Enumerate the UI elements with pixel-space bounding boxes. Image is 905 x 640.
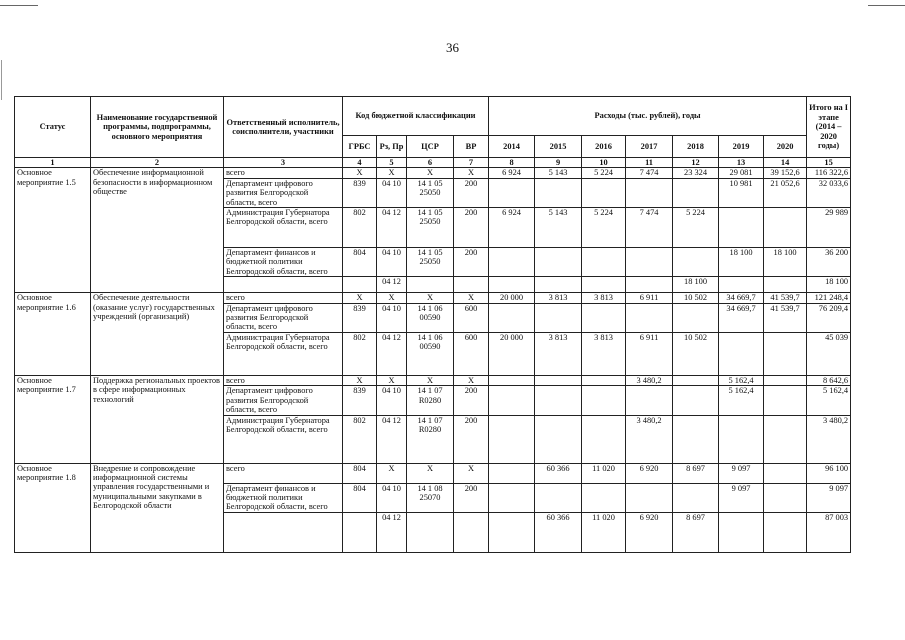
year-value-cell: 6 920 [626, 463, 673, 483]
grbs-cell [343, 512, 377, 552]
column-number: 7 [454, 158, 489, 168]
year-value-cell [673, 483, 719, 512]
column-number: 3 [224, 158, 343, 168]
year-value-cell: 10 502 [673, 293, 719, 303]
year-value-cell: 3 813 [535, 293, 582, 303]
table-row [15, 293, 851, 303]
header-row [15, 97, 851, 136]
total-cell: 9 097 [807, 483, 851, 512]
program-name-cell: Обеспечение информационной безопасности в информационном обществе [91, 168, 224, 293]
year-value-cell: 41 539,7 [764, 293, 807, 303]
grbs-cell [343, 277, 377, 293]
header-executor: Ответственный исполнитель, соисполнители, участники [224, 97, 343, 158]
year-value-cell: 5 162,4 [719, 386, 764, 415]
year-value-cell [582, 303, 626, 332]
executor-cell [224, 277, 343, 293]
csr-cell: X [407, 168, 454, 178]
grbs-cell: 802 [343, 415, 377, 463]
year-value-cell: 6 920 [626, 512, 673, 552]
year-value-cell [582, 178, 626, 207]
vr-cell: X [454, 375, 489, 385]
total-cell: 76 209,4 [807, 303, 851, 332]
year-value-cell [764, 386, 807, 415]
header-rzpr: Рз, Пр [377, 136, 407, 158]
year-value-cell: 6 924 [489, 168, 535, 178]
column-number: 14 [764, 158, 807, 168]
executor-cell: Администрация Губернатора Белгородской области, всего [224, 208, 343, 248]
year-value-cell [626, 277, 673, 293]
year-value-cell [764, 375, 807, 385]
column-number: 2 [91, 158, 224, 168]
year-value-cell [764, 332, 807, 375]
total-cell: 45 039 [807, 332, 851, 375]
vr-cell: 200 [454, 386, 489, 415]
header-total: Итого на I этапе (2014 – 2020 годы) [807, 97, 851, 158]
year-value-cell [719, 512, 764, 552]
executor-cell: Департамент цифрового развития Белгородской области, всего [224, 178, 343, 207]
executor-cell: всего [224, 463, 343, 483]
header-year: 2018 [673, 136, 719, 158]
vr-cell: 200 [454, 248, 489, 277]
csr-cell: 14 1 05 25050 [407, 248, 454, 277]
rzpr-cell: 04 10 [377, 386, 407, 415]
year-value-cell: 3 480,2 [626, 375, 673, 385]
rzpr-cell: 04 12 [377, 415, 407, 463]
vr-cell [454, 277, 489, 293]
year-value-cell [764, 463, 807, 483]
year-value-cell: 6 911 [626, 332, 673, 375]
column-number: 9 [535, 158, 582, 168]
year-value-cell [535, 178, 582, 207]
csr-cell: X [407, 293, 454, 303]
executor-cell: Департамент финансов и бюджетной политики Белгородской области, всего [224, 248, 343, 277]
year-value-cell [489, 463, 535, 483]
year-value-cell [626, 483, 673, 512]
year-value-cell: 10 981 [719, 178, 764, 207]
year-value-cell [489, 512, 535, 552]
year-value-cell [719, 332, 764, 375]
year-value-cell: 8 697 [673, 512, 719, 552]
column-number: 1 [15, 158, 91, 168]
year-value-cell: 5 224 [582, 208, 626, 248]
year-value-cell [764, 415, 807, 463]
year-value-cell [489, 178, 535, 207]
rzpr-cell: X [377, 168, 407, 178]
header-year: 2017 [626, 136, 673, 158]
year-value-cell [489, 303, 535, 332]
year-value-cell: 8 697 [673, 463, 719, 483]
rzpr-cell: X [377, 293, 407, 303]
table-row [15, 463, 851, 483]
grbs-cell: 839 [343, 303, 377, 332]
csr-cell: 14 1 07 R0280 [407, 415, 454, 463]
grbs-cell: 839 [343, 178, 377, 207]
total-cell: 5 162,4 [807, 386, 851, 415]
year-value-cell: 7 474 [626, 168, 673, 178]
year-value-cell: 6 911 [626, 293, 673, 303]
csr-cell [407, 277, 454, 293]
year-value-cell: 39 152,6 [764, 168, 807, 178]
status-cell: Основное мероприятие 1.7 [15, 375, 91, 463]
year-value-cell [673, 386, 719, 415]
year-value-cell: 11 020 [582, 512, 626, 552]
table-row [15, 375, 851, 385]
grbs-cell: X [343, 293, 377, 303]
header-vr: ВР [454, 136, 489, 158]
column-number: 6 [407, 158, 454, 168]
vr-cell: 600 [454, 303, 489, 332]
page-number: 36 [446, 40, 459, 55]
header-year: 2019 [719, 136, 764, 158]
scan-border-line [868, 5, 905, 6]
vr-cell: X [454, 168, 489, 178]
year-value-cell [489, 375, 535, 385]
header-year: 2016 [582, 136, 626, 158]
year-value-cell [535, 303, 582, 332]
executor-cell: всего [224, 168, 343, 178]
year-value-cell: 23 324 [673, 168, 719, 178]
total-cell: 36 200 [807, 248, 851, 277]
table-row [15, 168, 851, 178]
scan-edge-mark [1, 60, 2, 100]
year-value-cell: 34 669,7 [719, 293, 764, 303]
year-value-cell [673, 178, 719, 207]
year-value-cell: 41 539,7 [764, 303, 807, 332]
rzpr-cell: 04 10 [377, 483, 407, 512]
year-value-cell [489, 386, 535, 415]
vr-cell: 200 [454, 415, 489, 463]
year-value-cell: 5 224 [582, 168, 626, 178]
vr-cell: 200 [454, 483, 489, 512]
header-status: Статус [15, 97, 91, 158]
year-value-cell [764, 277, 807, 293]
total-cell: 3 480,2 [807, 415, 851, 463]
year-value-cell: 5 143 [535, 208, 582, 248]
year-value-cell: 9 097 [719, 483, 764, 512]
total-cell: 29 989 [807, 208, 851, 248]
executor-cell: Департамент цифрового развития Белгородской области, всего [224, 303, 343, 332]
rzpr-cell: 04 12 [377, 332, 407, 375]
header-year: 2014 [489, 136, 535, 158]
year-value-cell: 7 474 [626, 208, 673, 248]
vr-cell: X [454, 463, 489, 483]
year-value-cell: 60 366 [535, 512, 582, 552]
executor-cell: Администрация Губернатора Белгородской области, всего [224, 332, 343, 375]
grbs-cell: 802 [343, 208, 377, 248]
year-value-cell: 20 000 [489, 332, 535, 375]
total-cell: 87 003 [807, 512, 851, 552]
grbs-cell: X [343, 168, 377, 178]
year-value-cell: 18 100 [764, 248, 807, 277]
year-value-cell: 3 480,2 [626, 415, 673, 463]
column-number: 4 [343, 158, 377, 168]
column-number: 10 [582, 158, 626, 168]
year-value-cell: 34 669,7 [719, 303, 764, 332]
header-program: Наименование государственной программы, подпрограммы, основного мероприятия [91, 97, 224, 158]
rzpr-cell: 04 10 [377, 178, 407, 207]
rzpr-cell: 04 10 [377, 248, 407, 277]
year-value-cell: 5 143 [535, 168, 582, 178]
year-value-cell [582, 277, 626, 293]
scan-border-line [0, 5, 38, 6]
rzpr-cell: 04 12 [377, 512, 407, 552]
grbs-cell: 804 [343, 248, 377, 277]
year-value-cell [489, 248, 535, 277]
rzpr-cell: X [377, 375, 407, 385]
year-value-cell [582, 415, 626, 463]
executor-cell: Департамент цифрового развития Белгородской области, всего [224, 386, 343, 415]
year-value-cell [764, 512, 807, 552]
year-value-cell [535, 386, 582, 415]
year-value-cell: 18 100 [719, 248, 764, 277]
year-value-cell: 29 081 [719, 168, 764, 178]
header-csr: ЦСР [407, 136, 454, 158]
column-number: 5 [377, 158, 407, 168]
year-value-cell [582, 386, 626, 415]
executor-cell: всего [224, 375, 343, 385]
budget-table [14, 96, 851, 553]
year-value-cell [626, 386, 673, 415]
table-body [15, 168, 851, 552]
year-value-cell [489, 483, 535, 512]
total-cell: 18 100 [807, 277, 851, 293]
year-value-cell [673, 248, 719, 277]
column-number: 13 [719, 158, 764, 168]
grbs-cell: X [343, 375, 377, 385]
program-name-cell: Внедрение и сопровождение информационной системы управления государственными и муниципальными закупками в Белгородской области [91, 463, 224, 552]
year-value-cell [535, 415, 582, 463]
grbs-cell: 804 [343, 483, 377, 512]
csr-cell: 14 1 07 R0280 [407, 386, 454, 415]
year-value-cell: 5 224 [673, 208, 719, 248]
csr-cell: 14 1 06 00590 [407, 332, 454, 375]
header-year: 2020 [764, 136, 807, 158]
year-value-cell: 9 097 [719, 463, 764, 483]
year-value-cell [582, 483, 626, 512]
year-value-cell [626, 248, 673, 277]
executor-cell: всего [224, 293, 343, 303]
year-value-cell: 3 813 [582, 332, 626, 375]
status-cell: Основное мероприятие 1.6 [15, 293, 91, 376]
year-value-cell [673, 303, 719, 332]
vr-cell: 200 [454, 178, 489, 207]
year-value-cell [764, 483, 807, 512]
grbs-cell: 839 [343, 386, 377, 415]
year-value-cell: 6 924 [489, 208, 535, 248]
year-value-cell [719, 208, 764, 248]
csr-cell: X [407, 463, 454, 483]
column-number: 8 [489, 158, 535, 168]
vr-cell: 200 [454, 208, 489, 248]
rzpr-cell: 04 12 [377, 208, 407, 248]
column-number: 15 [807, 158, 851, 168]
executor-cell: Администрация Губернатора Белгородской области, всего [224, 415, 343, 463]
year-value-cell: 18 100 [673, 277, 719, 293]
year-value-cell: 5 162,4 [719, 375, 764, 385]
status-cell: Основное мероприятие 1.5 [15, 168, 91, 293]
header-grbs: ГРБС [343, 136, 377, 158]
year-value-cell [719, 277, 764, 293]
vr-cell: X [454, 293, 489, 303]
executor-cell [224, 512, 343, 552]
year-value-cell [535, 248, 582, 277]
grbs-cell: 804 [343, 463, 377, 483]
year-value-cell [719, 415, 764, 463]
program-name-cell: Поддержка региональных проектов в сфере информационных технологий [91, 375, 224, 463]
column-number: 12 [673, 158, 719, 168]
header-year: 2015 [535, 136, 582, 158]
total-cell: 32 033,6 [807, 178, 851, 207]
rzpr-cell: 04 10 [377, 303, 407, 332]
rzpr-cell: X [377, 463, 407, 483]
column-number-row [15, 158, 851, 168]
status-cell: Основное мероприятие 1.8 [15, 463, 91, 552]
year-value-cell [489, 277, 535, 293]
csr-cell [407, 512, 454, 552]
year-value-cell [626, 178, 673, 207]
year-value-cell: 3 813 [582, 293, 626, 303]
executor-cell: Департамент финансов и бюджетной политики Белгородской области, всего [224, 483, 343, 512]
year-value-cell: 11 020 [582, 463, 626, 483]
csr-cell: 14 1 05 25050 [407, 208, 454, 248]
header-budget-code: Код бюджетной классификации [343, 97, 489, 136]
year-value-cell [535, 375, 582, 385]
year-value-cell [535, 483, 582, 512]
year-value-cell [489, 415, 535, 463]
year-value-cell [582, 375, 626, 385]
vr-cell: 600 [454, 332, 489, 375]
year-value-cell [626, 303, 673, 332]
year-value-cell [673, 415, 719, 463]
csr-cell: 14 1 06 00590 [407, 303, 454, 332]
total-cell: 8 642,6 [807, 375, 851, 385]
year-value-cell: 21 052,6 [764, 178, 807, 207]
column-number: 11 [626, 158, 673, 168]
total-cell: 96 100 [807, 463, 851, 483]
year-value-cell: 10 502 [673, 332, 719, 375]
grbs-cell: 802 [343, 332, 377, 375]
total-cell: 116 322,6 [807, 168, 851, 178]
year-value-cell: 60 366 [535, 463, 582, 483]
csr-cell: 14 1 08 25070 [407, 483, 454, 512]
year-value-cell [764, 208, 807, 248]
total-cell: 121 248,4 [807, 293, 851, 303]
year-value-cell [582, 248, 626, 277]
header-expenses: Расходы (тыс. рублей), годы [489, 97, 807, 136]
csr-cell: 14 1 05 25050 [407, 178, 454, 207]
program-name-cell: Обеспечение деятельности (оказание услуг) государственных учреждений (организаций) [91, 293, 224, 376]
year-value-cell: 3 813 [535, 332, 582, 375]
year-value-cell [673, 375, 719, 385]
csr-cell: X [407, 375, 454, 385]
vr-cell [454, 512, 489, 552]
year-value-cell [535, 277, 582, 293]
rzpr-cell: 04 12 [377, 277, 407, 293]
year-value-cell: 20 000 [489, 293, 535, 303]
